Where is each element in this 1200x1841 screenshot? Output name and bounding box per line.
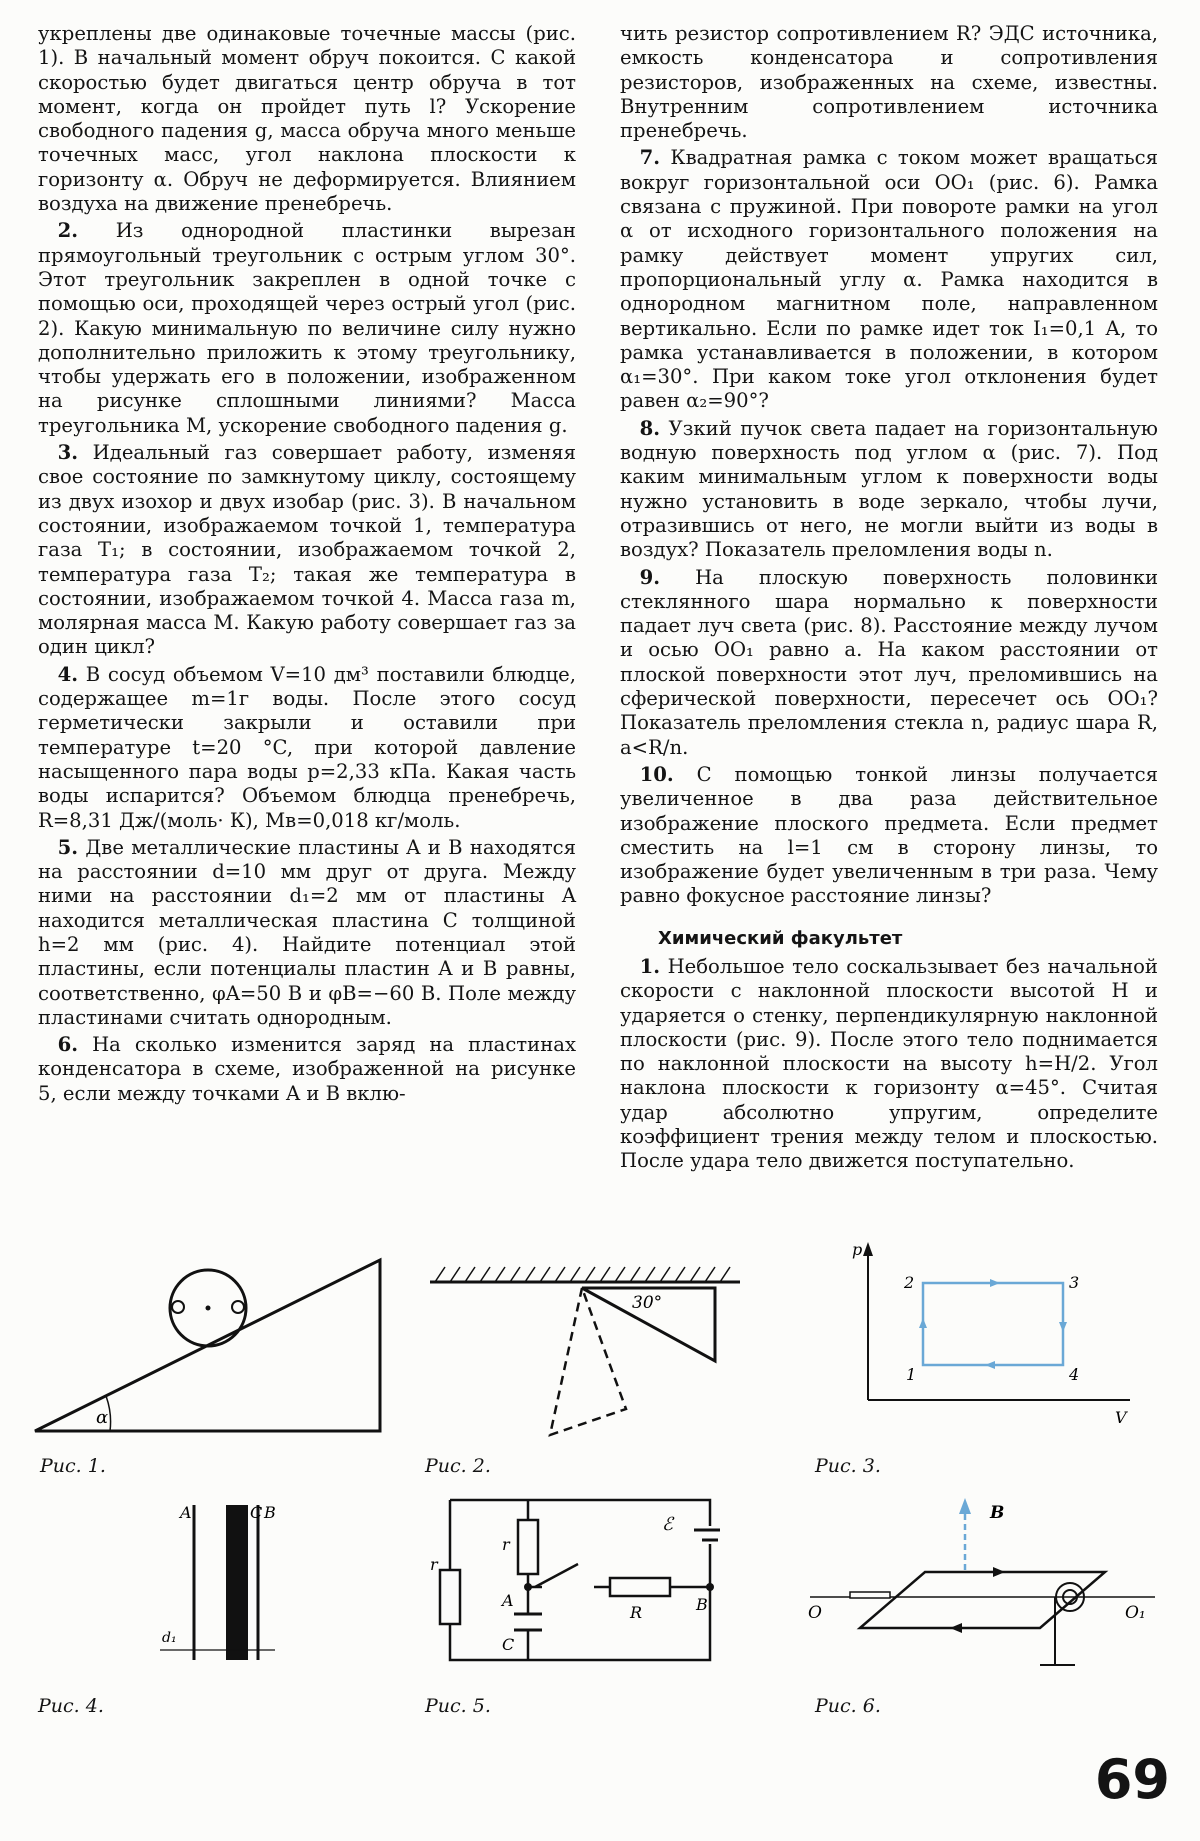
frame-arrow-top — [993, 1567, 1005, 1577]
v-label: V — [1115, 1408, 1127, 1427]
figure-4 — [150, 1500, 300, 1665]
mass-left — [172, 1301, 184, 1313]
label-c: C — [250, 1503, 263, 1522]
paragraph: 2. Из однородной пластинки вырезан прямоугольный треугольник с острым углом 30°. Этот треугольник закреплен в одной точке с помощью оси, проходящей через острый угол (рис. 2). Какую минимальную по величине силу нужно дополнительно приложить к этому треугольнику, чтобы удержать его в положении, изображенном на рисунке сплошными линиями? Масса треугольника M, ускорение свободного падения g. — [38, 219, 576, 437]
paragraph: чить резистор сопротивлением R? ЭДС источника, емкость конденсатора и сопротивления резисторов, изображенных на схеме, известны. Внутренним сопротивлением источника пренебречь. — [620, 22, 1158, 143]
label-d1: d₁ — [162, 1630, 177, 1646]
triangle-dashed — [550, 1288, 626, 1435]
label-emf: ℰ — [662, 1514, 673, 1535]
paragraph: 1. Небольшое тело соскальзывает без начальной скорости с наклонной плоскости высотой H и ударяется о стенку, перпендикулярную наклонной плоскости (рис. 9). После этого тело поднимается по наклонной плоскости на высоту h=H/2. Угол наклона плоскости к горизонту α=45°. Считая удар абсолютно упругим, определите коэффициент трения между телом и плоскостью. После удара тело движется поступательно. — [620, 954, 1158, 1173]
plate-c — [226, 1505, 248, 1660]
frame-arrow-bottom — [950, 1623, 962, 1633]
label-r2: r — [502, 1535, 510, 1554]
label-o1: O₁ — [1125, 1603, 1146, 1623]
cycle — [923, 1283, 1063, 1365]
figure-5-caption: Рис. 5. — [425, 1695, 491, 1717]
figure-6 — [800, 1490, 1160, 1680]
figure-2-caption: Рис. 2. — [425, 1455, 491, 1477]
arrow-right — [990, 1279, 1000, 1287]
resistor-r-top — [518, 1520, 538, 1574]
point-2: 2 — [904, 1273, 915, 1292]
p-axis-arrow — [863, 1242, 873, 1256]
arrow-up — [919, 1318, 927, 1328]
resistor-R — [610, 1578, 670, 1596]
ceiling-hatching — [435, 1267, 730, 1282]
point-3: 3 — [1069, 1273, 1080, 1292]
b-arrow-head — [959, 1498, 971, 1514]
label-c: C — [502, 1635, 515, 1654]
node-a — [524, 1583, 532, 1591]
section-heading: Химический факультет — [658, 927, 903, 949]
left-lead — [850, 1592, 890, 1598]
battery — [692, 1526, 720, 1544]
hoop-center — [206, 1306, 211, 1311]
mass-right — [232, 1301, 244, 1313]
label-o: O — [808, 1603, 822, 1623]
angle-label: 30° — [632, 1293, 663, 1313]
label-b: B — [696, 1595, 708, 1614]
label-b: B — [990, 1503, 1005, 1523]
paragraph: 4. В сосуд объемом V=10 дм³ поставили блюдце, содержащее m=1г воды. После этого сосуд герметически закрыли и оставили при температуре t=20 °C, при которой давление насыщенного пара воды p=2,33 кПа. Какая часть воды испарится? Объемом блюдца пренебречь, R=8,31 Дж/(моль· К), Mв=0,018 кг/моль. — [38, 662, 576, 832]
paragraph: 10. С помощью тонкой линзы получается увеличенное в два раза действительное изображение плоского предмета. Если предмет сместить на l=1 см в сторону линзы, то изображение будет увеличенным в три раза. Чему равно фокусное расстояние линзы? — [620, 762, 1158, 908]
paragraph: 8. Узкий пучок света падает на горизонтальную водную поверхность под углом α (рис. 7). Под каким минимальным углом к поверхности воды нужно установить в воде зеркало, чтобы лучи, отразившись от него, не могли выйти из воды в воздух? Показатель преломления воды n. — [620, 416, 1158, 562]
label-R: R — [630, 1603, 643, 1622]
label-b: B — [264, 1503, 276, 1522]
figure-1 — [30, 1255, 390, 1445]
figure-3 — [840, 1240, 1140, 1440]
paragraph: 9. На плоскую поверхность половинки стеклянного шара нормально к поверхности падает луч света (рис. 8). Расстояние между лучом и осью OO₁ равно a. На каком расстоянии от плоской поверхности этот луч, преломившись на сферической поверхности, пересечет ось OO₁? Показатель преломления стекла n, радиус шара R, a<R/n. — [620, 565, 1159, 759]
paragraph: 6. На сколько изменится заряд на пластинах конденсатора в схеме, изображенной на рисунке 5, если между точками A и B вклю- — [38, 1033, 576, 1105]
point-1: 1 — [906, 1365, 917, 1384]
paragraph: укреплены две одинаковые точечные массы (рис. 1). В начальный момент обруч покоится. С какой скоростью будет двигаться центр обруча в тот момент, когда он пройдет путь l? Ускорение свободного падения g, масса обруча много меньше точечных масс, угол наклона плоскости к горизонту α. Обруч не деформируется. Влиянием воздуха на движение пренебречь. — [38, 22, 576, 216]
arrow-down — [1059, 1322, 1067, 1332]
p-label: p — [852, 1240, 863, 1259]
node-b — [706, 1583, 714, 1591]
switch-gap — [542, 1580, 594, 1594]
capacitor — [514, 1614, 542, 1630]
figure-3-caption: Рис. 3. — [815, 1455, 881, 1477]
paragraph: 7. Квадратная рамка с током может вращаться вокруг горизонтальной оси OO₁ (рис. 6). Рамка связана с пружиной. При повороте рамки на угол α от исходного горизонтального положения на рамку действует момент упругих сил, пропорциональный углу α. Рамка находится в однородном магнитном поле, направленном вертикально. Если по рамке идет ток I₁=0,1 А, то рамка устанавливается в положении, в котором α₁=30°. При каком токе угол отклонения будет равен α₂=90°? — [620, 146, 1158, 413]
resistor-r-left — [440, 1570, 460, 1624]
point-4: 4 — [1069, 1365, 1080, 1384]
figure-4-caption: Рис. 4. — [38, 1695, 104, 1717]
paragraph: 5. Две металлические пластины A и B находятся на расстоянии d=10 мм друг от друга. Между ними на расстоянии d₁=2 мм от пластины A находится металлическая пластина C толщиной h=2 мм (рис. 4). Найдите потенциал этой пластины, если потенциалы пластин A и B равны, соответственно, φA=50 В и φB=−60 В. Поле между пластинами считать однородным. — [38, 835, 577, 1029]
figure-5 — [430, 1490, 720, 1680]
label-a: A — [502, 1591, 514, 1610]
arrow-left — [985, 1361, 995, 1369]
figure-6-caption: Рис. 6. — [815, 1695, 881, 1717]
alpha-label: α — [96, 1407, 109, 1428]
right-column — [620, 22, 1158, 1177]
figure-1-caption: Рис. 1. — [40, 1455, 106, 1477]
label-r1: r — [430, 1555, 438, 1574]
left-column — [38, 22, 576, 1109]
figure-2 — [430, 1255, 750, 1455]
paragraph: 3. Идеальный газ совершает работу, изменяя свое состояние по замкнутому циклу, состоящему из двух изохор и двух изобар (рис. 3). В начальном состоянии, изображаемом точкой 1, температура газа T₁; в состоянии, изображаемом точкой 2, температура газа T₂; такая же температура в состоянии, изображаемом точкой 4. Масса газа m, молярная масса M. Какую работу совершает газ за один цикл? — [38, 441, 576, 659]
page-number: 69 — [1094, 1748, 1170, 1811]
frame — [860, 1572, 1105, 1628]
label-a: A — [180, 1503, 192, 1522]
